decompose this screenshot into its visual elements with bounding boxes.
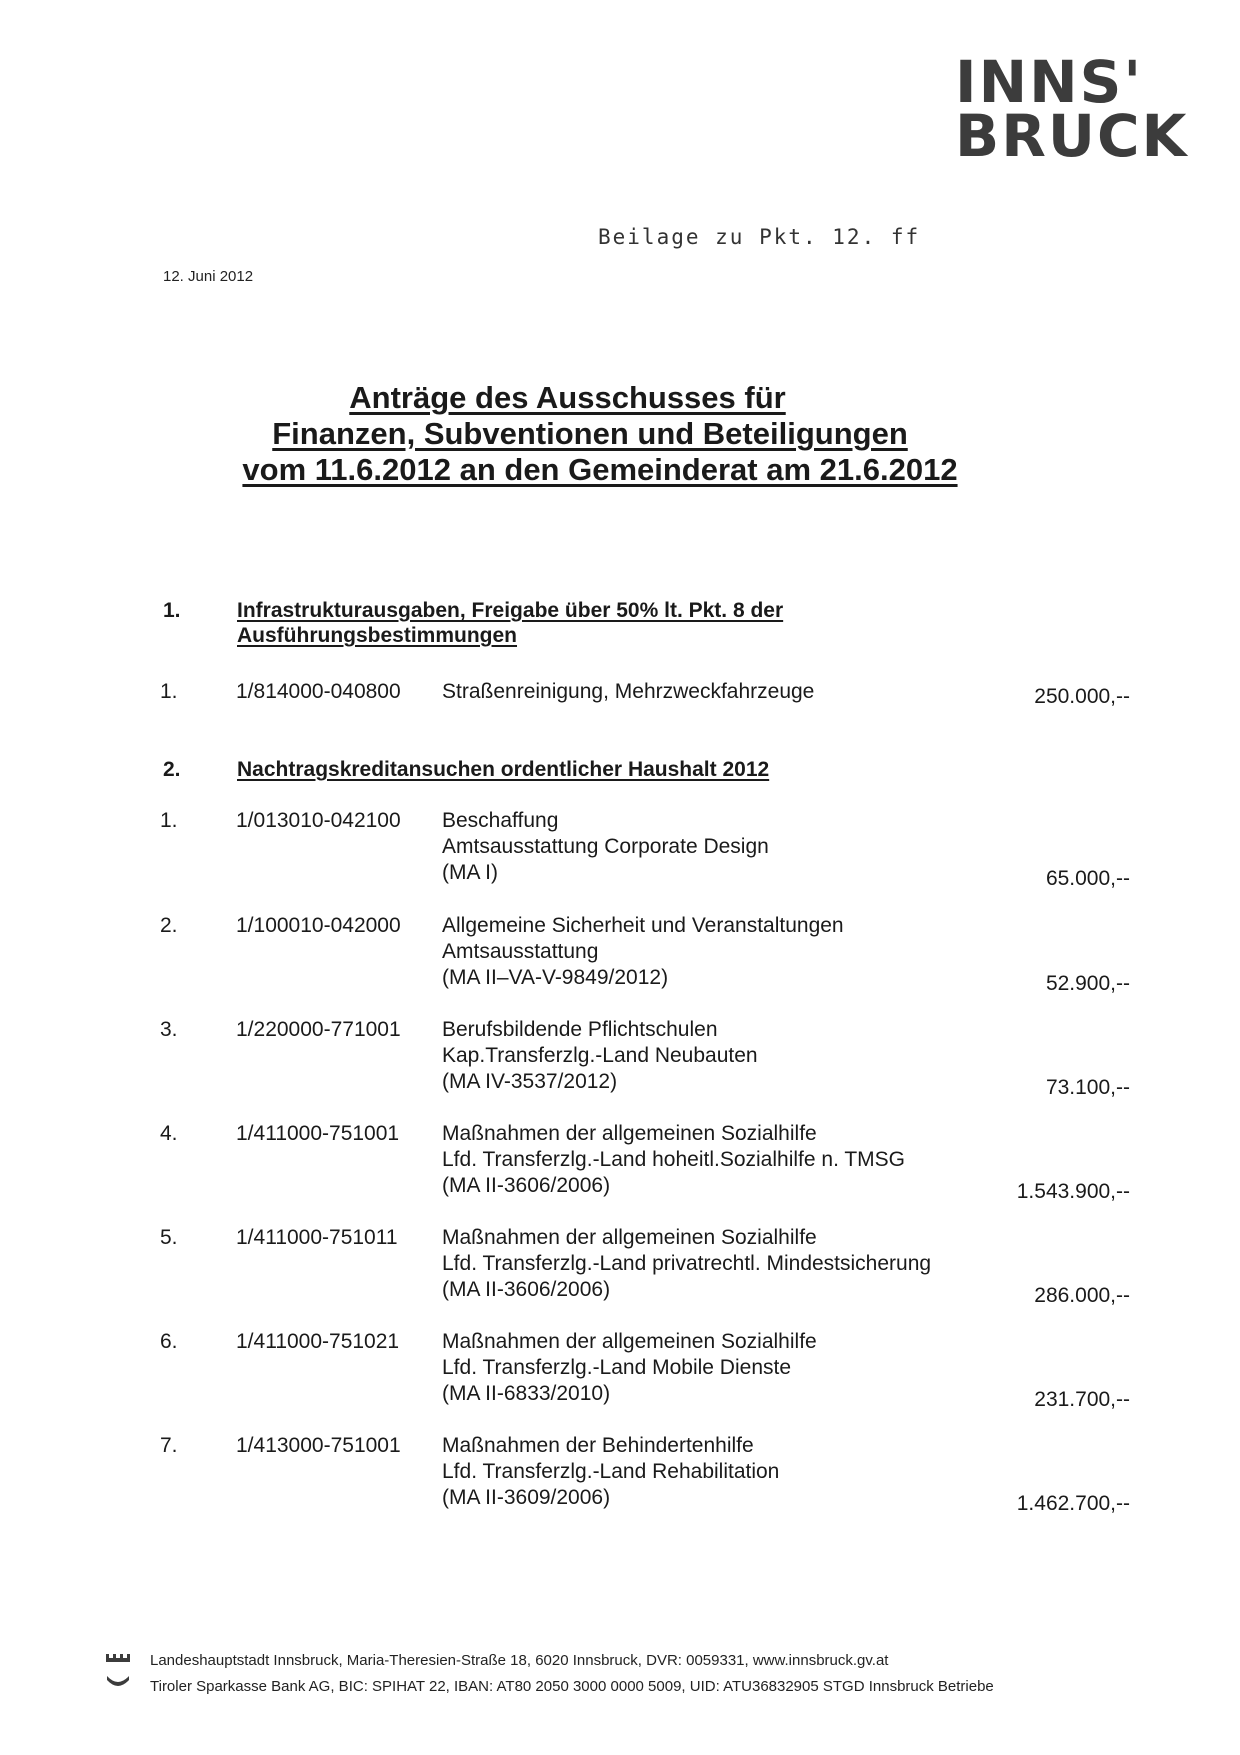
- description-line: Amtsausstattung Corporate Design: [442, 835, 769, 858]
- item-amount: 73.100,--: [1045, 1076, 1130, 1099]
- item-amount: 231.700,--: [1034, 1388, 1130, 1411]
- document-date: 12. Juni 2012: [163, 268, 254, 285]
- item-number: 3.: [160, 1018, 178, 1041]
- section-1-heading: [163, 598, 1063, 658]
- description-line: Berufsbildende Pflichtschulen: [442, 1018, 718, 1041]
- attachment-note: Beilage zu Pkt. 12. ff: [598, 225, 921, 249]
- description-line: Lfd. Transferzlg.-Land Rehabilitation: [442, 1460, 780, 1483]
- list-item: [160, 1121, 1140, 1211]
- item-number: 6.: [160, 1330, 178, 1353]
- budget-code: 1/814000-040800: [236, 680, 401, 703]
- description-line: (MA II-3609/2006): [442, 1486, 611, 1509]
- budget-code: 1/013010-042100: [236, 809, 401, 832]
- description-line: Allgemeine Sicherheit und Veranstaltungen: [442, 914, 844, 937]
- description-line: Maßnahmen der allgemeinen Sozialhilfe: [442, 1122, 817, 1145]
- description-line: (MA IV-3537/2012): [442, 1070, 618, 1093]
- list-item: [160, 1433, 1140, 1523]
- list-item: [160, 1329, 1140, 1419]
- footer-address: Landeshauptstadt Innsbruck, Maria-Theresien-Straße 18, 6020 Innsbruck, DVR: 0059331, www.innsbruck.gv.at: [150, 1652, 889, 1669]
- budget-code: 1/411000-751011: [236, 1226, 398, 1249]
- logo-line-1: INNS': [955, 48, 1144, 116]
- logo-line-2: BRUCK: [955, 102, 1189, 170]
- item-amount: 250.000,--: [1034, 685, 1130, 708]
- item-number: 1.: [160, 680, 178, 703]
- section-2-title: Nachtragskreditansuchen ordentlicher Haushalt 2012: [237, 758, 770, 781]
- description-line: (MA II-3606/2006): [442, 1174, 611, 1197]
- item-amount: 1.543.900,--: [1016, 1180, 1130, 1203]
- section-2-heading: [163, 757, 1063, 787]
- list-item: [160, 1225, 1140, 1315]
- item-description: [442, 1329, 982, 1407]
- item-amount: 52.900,--: [1045, 972, 1130, 995]
- description-line: Beschaffung: [442, 809, 559, 832]
- list-item: [160, 808, 1140, 898]
- description-line: Amtsausstattung: [442, 940, 599, 963]
- description-line: (MA II-3606/2006): [442, 1278, 611, 1301]
- description-line: Maßnahmen der allgemeinen Sozialhilfe: [442, 1226, 817, 1249]
- item-amount: 1.462.700,--: [1016, 1492, 1130, 1515]
- description-line: Lfd. Transferzlg.-Land Mobile Dienste: [442, 1356, 792, 1379]
- item-number: 1.: [160, 809, 178, 832]
- section-1-number: 1.: [163, 599, 181, 622]
- item-number: 5.: [160, 1226, 178, 1249]
- list-item: [160, 913, 1140, 1003]
- item-description: [442, 1017, 982, 1095]
- budget-code: 1/220000-771001: [236, 1018, 401, 1041]
- budget-code: 1/411000-751001: [236, 1122, 400, 1145]
- document-title: [0, 380, 1240, 488]
- innsbruck-coat-of-arms-icon: [105, 1652, 131, 1692]
- innsbruck-logo: [955, 48, 1205, 170]
- item-description: [442, 1433, 982, 1511]
- item-description: [442, 913, 982, 991]
- item-number: 7.: [160, 1434, 178, 1457]
- description-line: Kap.Transferzlg.-Land Neubauten: [442, 1044, 758, 1067]
- item-amount: 286.000,--: [1034, 1284, 1130, 1307]
- budget-code: 1/413000-751001: [236, 1434, 401, 1457]
- section-1-title-line-2: Ausführungsbestimmungen: [237, 624, 518, 647]
- section-1-title-line-1: Infrastrukturausgaben, Freigabe über 50% lt. Pkt. 8 der: [237, 599, 784, 622]
- item-description: [442, 1121, 982, 1199]
- budget-code: 1/100010-042000: [236, 914, 401, 937]
- list-item: [160, 679, 1140, 719]
- description-line: Lfd. Transferzlg.-Land privatrechtl. Mindestsicherung: [442, 1252, 932, 1275]
- item-number: 2.: [160, 914, 178, 937]
- item-number: 4.: [160, 1122, 178, 1145]
- budget-code: 1/411000-751021: [236, 1330, 400, 1353]
- section-2-number: 2.: [163, 758, 181, 781]
- description-line: Straßenreinigung, Mehrzweckfahrzeuge: [442, 680, 815, 703]
- item-description: [442, 1225, 982, 1303]
- title-line-1: Anträge des Ausschusses für: [349, 380, 786, 415]
- list-item: [160, 1017, 1140, 1107]
- section-1-title: [237, 598, 937, 648]
- description-line: Maßnahmen der Behindertenhilfe: [442, 1434, 754, 1457]
- title-line-2: Finanzen, Subventionen und Beteiligungen: [272, 416, 908, 451]
- description-line: Maßnahmen der allgemeinen Sozialhilfe: [442, 1330, 817, 1353]
- item-amount: 65.000,--: [1045, 867, 1130, 890]
- item-description: [442, 679, 982, 705]
- footer-bank-details: Tiroler Sparkasse Bank AG, BIC: SPIHAT 22, IBAN: AT80 2050 3000 0000 5009, UID: ATU36832905 STGD Innsbruck Betriebe: [150, 1678, 994, 1695]
- description-line: (MA II-6833/2010): [442, 1382, 611, 1405]
- description-line: (MA I): [442, 861, 498, 884]
- description-line: (MA II–VA-V-9849/2012): [442, 966, 669, 989]
- description-line: Lfd. Transferzlg.-Land hoheitl.Sozialhilfe n. TMSG: [442, 1148, 906, 1171]
- item-description: [442, 808, 982, 886]
- title-line-3: vom 11.6.2012 an den Gemeinderat am 21.6.2012: [242, 452, 958, 487]
